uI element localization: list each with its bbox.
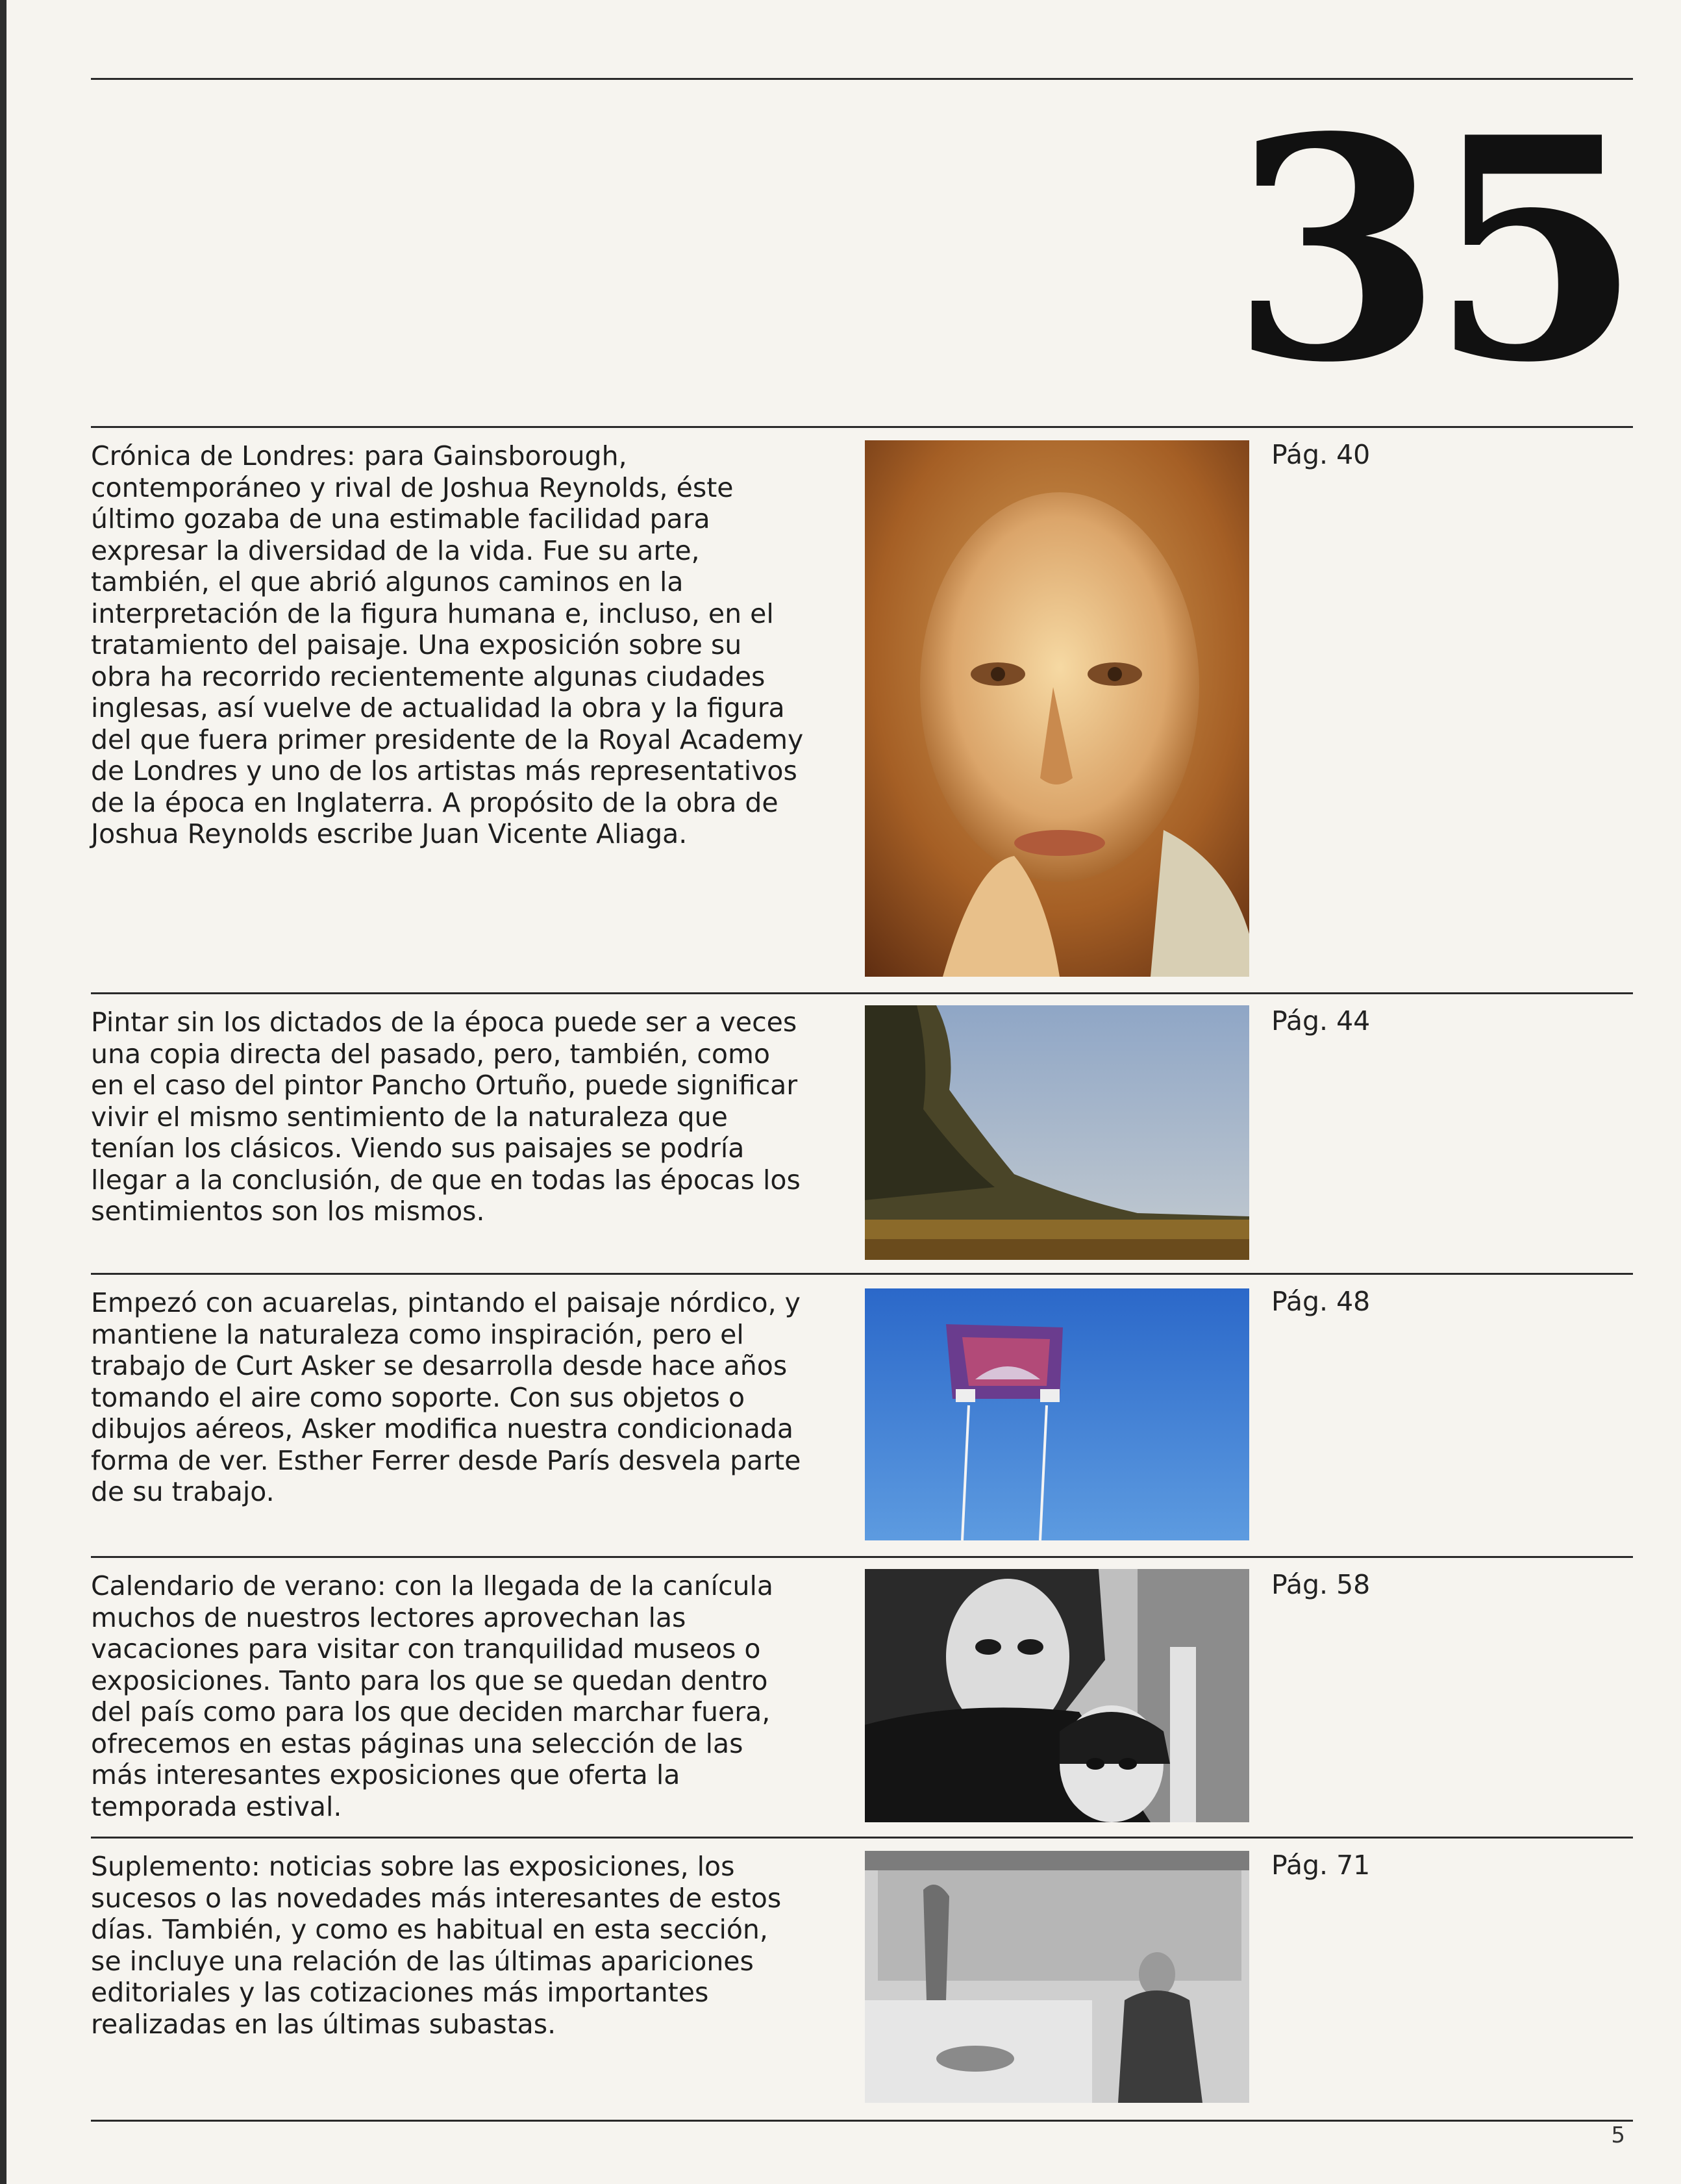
landscape-painting-image	[865, 1005, 1249, 1260]
entry-page-ref: Pág. 58	[1271, 1569, 1371, 1600]
toc-entry	[91, 426, 1633, 992]
toc-entry	[91, 992, 1633, 1273]
issue-number: 35	[1230, 71, 1629, 429]
entry-description: Suplemento: noticias sobre las exposiciones, los sucesos o las novedades más interesantes de estos días. También, y como es habitual en esta sección, se incluye una relación de las últimas apariciones editoriales y las cotizaciones más importantes realizadas en las últimas subastas.	[91, 1851, 782, 2040]
toc-entry	[91, 1556, 1633, 1837]
scan-edge	[0, 0, 6, 2184]
toc-entry	[91, 1837, 1633, 2122]
entry-description: Crónica de Londres: para Gainsborough, contemporáneo y rival de Joshua Reynolds, éste último gozaba de una estimable facilidad para expresar la diversidad de la vida. Fue su arte, también, el que abrió algunos caminos en la interpretación de la figura humana e, incluso, en el tratamiento del paisaje. Una exposición sobre su obra ha recorrido recientemente algunas ciudades inglesas, así vuelve de actualidad la obra y la figura del que fuera primer presidente de la Royal Academy de Londres y uno de los artistas más representativos de la época en Inglaterra. A propósito de la obra de Joshua Reynolds escribe Juan Vicente Aliaga.	[91, 440, 804, 849]
footer-page-number: 5	[1611, 2122, 1625, 2148]
toc-entry	[91, 1273, 1633, 1556]
entry-description: Calendario de verano: con la llegada de la canícula muchos de nuestros lectores aprovechan las vacaciones para visitar con tranquilidad museos o exposiciones. Tanto para los que se quedan dentro del país como para los que deciden marchar fuera, ofrecemos en estas páginas una selección de las más interesantes exposiciones que oferta la temporada estival.	[91, 1570, 773, 1822]
entry-page-ref: Pág. 71	[1271, 1850, 1371, 1881]
interior-girl-photo-image	[865, 1851, 1249, 2103]
bottom-rule	[91, 2120, 1633, 2122]
aerial-kite-object-image	[865, 1288, 1249, 1540]
entry-page-ref: Pág. 40	[1271, 439, 1371, 470]
entry-description: Empezó con acuarelas, pintando el paisaje nórdico, y mantiene la naturaleza como inspiración, pero el trabajo de Curt Asker se desarrolla desde hace años tomando el aire como soporte. Con sus objetos o dibujos aéreos, Asker modifica nuestra condicionada forma de ver. Esther Ferrer desde París desvela parte de su trabajo.	[91, 1287, 801, 1507]
entry-page-ref: Pág. 44	[1271, 1005, 1371, 1036]
entry-description: Pintar sin los dictados de la época puede ser a veces una copia directa del pasado, pero, también, como en el caso del pintor Pancho Ortuño, puede significar vivir el mismo sentimiento de la naturaleza que tenían los clásicos. Viendo sus paisajes se podría llegar a la conclusión, de que en todas las épocas los sentimientos son los mismos.	[91, 1007, 801, 1227]
entry-page-ref: Pág. 48	[1271, 1286, 1371, 1317]
two-women-photo-image	[865, 1569, 1249, 1822]
portrait-painting-image	[865, 440, 1249, 977]
